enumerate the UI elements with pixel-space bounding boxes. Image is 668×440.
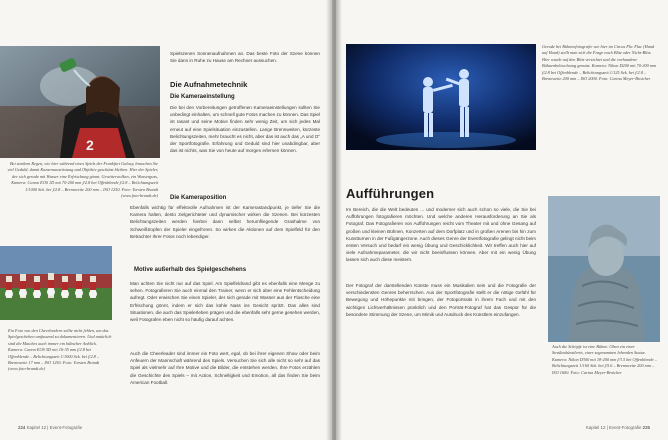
intro-paragraph: Spielszenen Sonnenaufnahmen an. Das beste Foto der Szene können Sie dann in Ruhe zu Hause am Rechner aussuchen.: [170, 51, 320, 64]
paragraph-motive-ausserhalb-1: Man achten Sie nicht nur auf das Spiel. Am Spielfeldrand gibt es ebenfalls eine Menge zu sehen. Fotografieren Sie auch einmal den Trainer, wenn er sich aber eine Fehlentscheidung aufregt. Oder erwischen Sie einen Spieler, der sich gerade mit Wasser aus der Flasche eine Erfrischung gönnt, indem er sich das kühle Nass ins Gesicht spritzt. Das alles sind Situationen, die auch das Spielerleben prägen und die ebenfalls sehr gerne gesehen werden, weil Fotografen eben nicht so häufig darauf achten.: [130, 281, 320, 323]
right-page-number: 225: [642, 425, 650, 430]
caption-stage-photo: Gerade bei Bühnenfotografie wie hier im Circus Flic Flac (Hand auf Hand) stellt man sich die Frage nach Blitz oder Nicht-Blitz. Hier wurde auf den Blitz verzichtet und die vorhandene Bühnenbeleuchtung genutzt. Kamera: Nikon D200 mit 70-200 mm f/2.8 bei Offenblende – Belichtungszeit 1/125 Sek. bei f/2.8 – Brennweite 200 mm – ISO 2000. Foto: Carina Meyer-Broicher: [542, 44, 657, 82]
heading-kameraposition: Die Kameraposition: [170, 195, 227, 201]
living-statue-photo: [548, 196, 660, 342]
left-page-number: 224: [18, 425, 26, 430]
heading-motive-ausserhalb: Motive außerhalb des Spielgeschehens: [134, 267, 247, 273]
paragraph-auffuehrungen-2: Der Fotograf der darstellenden Künste muss ein Musikalien sein und die Fotografie der verschiedensten Genres beherrschen. Aus der Sportfotografie stellt er die nötige Gefühl für Bewegung und Höhepunkte mit bringen, der Fotoportraits in ihrem Fach und mit den wichtigen Lichtverhältnissen pünktlich und den Porträt-Fotograf hat das Gespür für die besondere Stimmung der Szene, um Mimik und Ausdruck des Künstlers einzufangen.: [346, 283, 536, 317]
paragraph-auffuehrungen-1: Im Bereich, die die Welt bedeuten ... und moderner sich auch schon so viele, die Sie bei Aufführungen fotografieren möchten. Und welche anderen Herausforderung an Sie als Fotograf. Das Fotografieren von Aufführungen reicht vom Theater mit und ohne Gesang auf großen und kleinen Bühnen, Konzerten auf dem Dorfplatz und in großen Arenen bis hin zum Kunstturnen in der Fußgängerzone. Auch dieses Genre der Eventfotografie gelingt nicht beim ersten Versuch und bedarf ein wenig Übung und Geschicklichkeit. Wir treffen auch hier auf viele Aufnahmeparameter, die wir nicht beeinflussen können. Aber mit ein wenig Übung lassen sich auch diese meistern.: [346, 207, 536, 263]
left-page: [0, 0, 332, 440]
paragraph-kameraeinstellung: Die bei den Vorbereitungen getroffenen Kameraeinstellungen sollten Sie unbedingt einhalten, um schnell gute Fotos machen zu können. Das Spiel ist rasant und seine Motive finden sehr wenig Zeit, um sich jedes Mal erneut auf eine Spielsituation einzustellen. Lange Brennweiten, kürzeste Belichtungszeiten, mehr braucht es nicht, aber das ist auch das „A und O" der Sportfotografie. Erfahrung und Geduld sind hier unabdingbar, aber das ist nichts, was Sie von heute auf morgen erlernen können.: [170, 105, 320, 154]
heading-kameraeinstellung: Die Kameraeinstellung: [170, 94, 235, 100]
heading-aufnahmetechnik: Die Aufnahmetechnik: [170, 80, 248, 89]
paragraph-kameraposition: Ebenfalls wichtig für effektvolle Aufnahmen ist der Kamerastandpunkt, je tiefer Sie die Kamera halten, desto zielgerichteter und dynamischer wirken die Szenen. Bei kürzesten Belichtungszeiten werden hierbei dann selbst herumfliegende Grashalme von Schweißtropfen der Spieler eingefroren. So wirken die Aktionen auf dem Spielfeld für den Betrachter Ihrer Fotos noch lebendiger.: [130, 205, 320, 239]
caption-player-photo: Bei starkem Regen, wie hier während eines Spiels der Frankfurt Galaxy, brauchen Sie viel Geduld, damit Kameraausrüstung und Objektiv geschützt bleiben. Hier der Spieler, der sich gerade mit Wasser eine Erfrischung gönnt. Gewitterwolken, ein Wasserguss, Kamera: Canon EOS 1D mit 70-200 mm f/2.8 bei Offenblende f/2.8 – Belichtungszeit 1/1000 Sek. bei f/2.8 – Brennweite 200 mm – ISO 1250. Foto: Torsten Brandt (www.foto-brandt.de): [7, 161, 158, 199]
svg-text:2: 2: [86, 137, 94, 153]
caption-cheerleaders-photo: Ein Foto von den Cheerleadern sollte nicht fehlen, um das Spielgeschehen umfassend zu dokumentieren. Und natürlich sind die Matches auch immer ein hübscher Anblick. Kamera: Canon EOS 5D mit 16-35 mm f/2.8 bei Offenblende – Belichtungszeit 1/1000 Sek. bei f/2.8 – Brennweite 17 mm – ISO 1250. Foto: Torsten Brandt (www.foto-brandt.de): [8, 328, 112, 372]
paragraph-motive-ausserhalb-2: Auch die Cheerleader sind immer ein Foto wert, egal, ob bei ihrer eigenen Show oder beim Anfeuern der Mannschaft während des Spiels. Versuchen Sie sich alle nicht so sehr auf das Spiel als vielmehr auf Ihre Motive und die Bilder, die entstehen werden. Ihre Fotos erzählen die Geschichte des Spiels – mit Action, Schnelligkeit und Emotion, all das finden Sie beim American Football.: [130, 351, 320, 385]
football-player-photo: [0, 46, 160, 158]
stage-performers-photo: [346, 44, 536, 150]
right-page: [336, 0, 668, 440]
caption-statue-photo: Auch die Schöpfe ist eine Bühne. Oben ein einer Straßenkünstlerin, einer sogenannten lebenden Statue. Kamera: Nikon D300 mit 18-200 mm f/3.5 bei Offenblende – Belichtungszeit 1/160 Sek. bei f/5.6 – Brennweite 200 mm – ISO 1600. Foto: Carina Meyer-Broicher: [552, 344, 657, 375]
book-gutter-shadow: [326, 0, 342, 440]
right-footer-text: Kapitel 12 | Event-Fotografie: [585, 425, 642, 430]
left-footer: [18, 425, 82, 430]
cheerleaders-photo: [0, 246, 112, 320]
left-footer-text: Kapitel 12 | Event-Fotografie: [26, 425, 83, 430]
heading-auffuehrungen: Aufführungen: [346, 186, 435, 201]
right-footer: [586, 425, 650, 430]
